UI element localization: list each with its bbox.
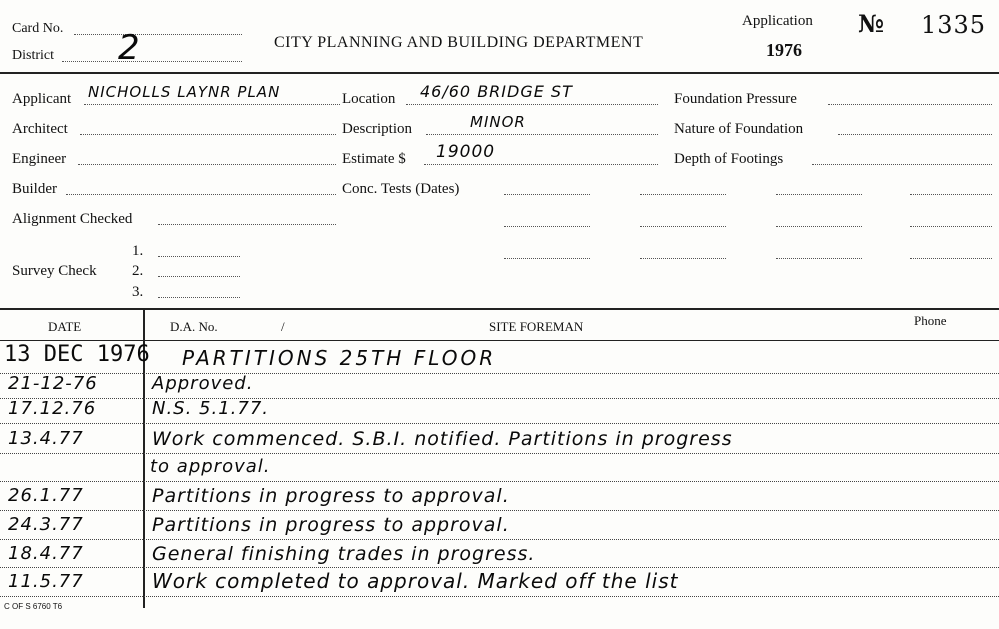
da-slash: / xyxy=(281,319,285,334)
builder-label: Builder xyxy=(12,181,57,197)
card-no-line xyxy=(74,34,242,35)
depth-of-footings-line xyxy=(812,164,992,165)
applicant-label: Applicant xyxy=(12,91,72,107)
table-row-date: 24.3.77 xyxy=(8,514,84,535)
table-row-date: 21-12-76 xyxy=(8,373,98,394)
applicant-value: NICHOLLS LAYNR PLAN xyxy=(88,83,281,101)
conc-test-line xyxy=(776,194,862,195)
date-header: DATE xyxy=(48,319,82,334)
survey-item-2: 2. xyxy=(132,263,144,279)
alignment-line xyxy=(158,224,336,225)
location-label: Location xyxy=(342,91,396,107)
architect-line xyxy=(80,134,336,135)
table-row-date: 17.12.76 xyxy=(8,398,97,419)
row-rule xyxy=(0,539,999,540)
conc-test-line xyxy=(504,194,590,195)
estimate-line xyxy=(424,164,658,165)
table-row-text: Approved. xyxy=(152,373,254,394)
row-rule xyxy=(0,398,999,399)
description-value: MINOR xyxy=(470,113,526,131)
survey-item-1: 1. xyxy=(132,243,144,259)
row-rule xyxy=(0,596,999,597)
table-row-text: N.S. 5.1.77. xyxy=(152,398,270,419)
conc-tests-label: Conc. Tests (Dates) xyxy=(342,181,460,197)
estimate-value: 19000 xyxy=(436,142,496,162)
site-foreman-header: SITE FOREMAN xyxy=(489,319,584,334)
row-rule xyxy=(0,567,999,568)
conc-test-line xyxy=(640,226,726,227)
table-top-rule xyxy=(0,308,999,310)
row-rule xyxy=(0,453,999,454)
architect-label: Architect xyxy=(12,121,68,137)
nature-of-foundation-line xyxy=(838,134,992,135)
row-rule xyxy=(0,481,999,482)
location-value: 46/60 BRIDGE ST xyxy=(420,82,573,101)
conc-test-line xyxy=(910,226,992,227)
row-rule xyxy=(0,373,999,374)
table-row-date: 13.4.77 xyxy=(8,428,84,449)
district-line xyxy=(62,61,242,62)
row-rule xyxy=(0,510,999,511)
conc-test-line xyxy=(640,258,726,259)
description-label: Description xyxy=(342,121,412,137)
conc-test-line xyxy=(776,226,862,227)
conc-test-line xyxy=(910,194,992,195)
location-line xyxy=(406,104,658,105)
foundation-pressure-line xyxy=(828,104,992,105)
survey-label: Survey Check xyxy=(12,263,97,279)
survey-line xyxy=(158,297,240,298)
table-row-date: 18.4.77 xyxy=(8,543,84,564)
builder-line xyxy=(66,194,336,195)
table-row-date: 26.1.77 xyxy=(8,485,84,506)
table-row-date: 11.5.77 xyxy=(8,571,84,592)
number-symbol: № xyxy=(858,9,885,38)
table-row-text: Partitions in progress to approval. xyxy=(152,514,510,536)
survey-item-3: 3. xyxy=(132,284,144,300)
application-year: 1976 xyxy=(766,40,802,60)
survey-line xyxy=(158,276,240,277)
table-row-text: Partitions in progress to approval. xyxy=(152,485,510,507)
table-row-text: Work completed to approval. Marked off the list xyxy=(152,569,679,593)
conc-test-line xyxy=(776,258,862,259)
application-label: Application xyxy=(742,13,813,29)
conc-test-line xyxy=(504,258,590,259)
table-header-rule xyxy=(0,340,999,341)
engineer-label: Engineer xyxy=(12,151,67,167)
district-label: District xyxy=(12,48,54,63)
application-number: 1335 xyxy=(921,11,987,39)
nature-of-foundation-label: Nature of Foundation xyxy=(674,121,804,137)
table-row-date: 13 DEC 1976 xyxy=(4,342,150,367)
estimate-label: Estimate $ xyxy=(342,151,406,167)
conc-test-line xyxy=(640,194,726,195)
engineer-line xyxy=(78,164,336,165)
alignment-label: Alignment Checked xyxy=(12,211,133,227)
depth-of-footings-label: Depth of Footings xyxy=(674,151,784,167)
survey-line xyxy=(158,256,240,257)
row-rule xyxy=(0,423,999,424)
conc-test-line xyxy=(504,226,590,227)
table-row-text: Work commenced. S.B.I. notified. Partitions in progress xyxy=(152,428,733,450)
district-value: 2 xyxy=(118,28,141,68)
department-title: CITY PLANNING AND BUILDING DEPARTMENT xyxy=(274,34,644,51)
header-divider xyxy=(0,72,999,74)
description-line xyxy=(426,134,658,135)
form-code: C OF S 6760 T6 xyxy=(4,602,63,611)
table-row-text: PARTITIONS 25TH FLOOR xyxy=(182,346,497,370)
card-no-label: Card No. xyxy=(12,21,64,36)
da-no-header: D.A. No. xyxy=(170,319,218,334)
table-row-text: to approval. xyxy=(150,456,271,477)
phone-header: Phone xyxy=(914,313,947,328)
conc-test-line xyxy=(910,258,992,259)
foundation-pressure-label: Foundation Pressure xyxy=(674,91,797,107)
applicant-line xyxy=(84,104,340,105)
table-row-text: General finishing trades in progress. xyxy=(152,543,536,565)
